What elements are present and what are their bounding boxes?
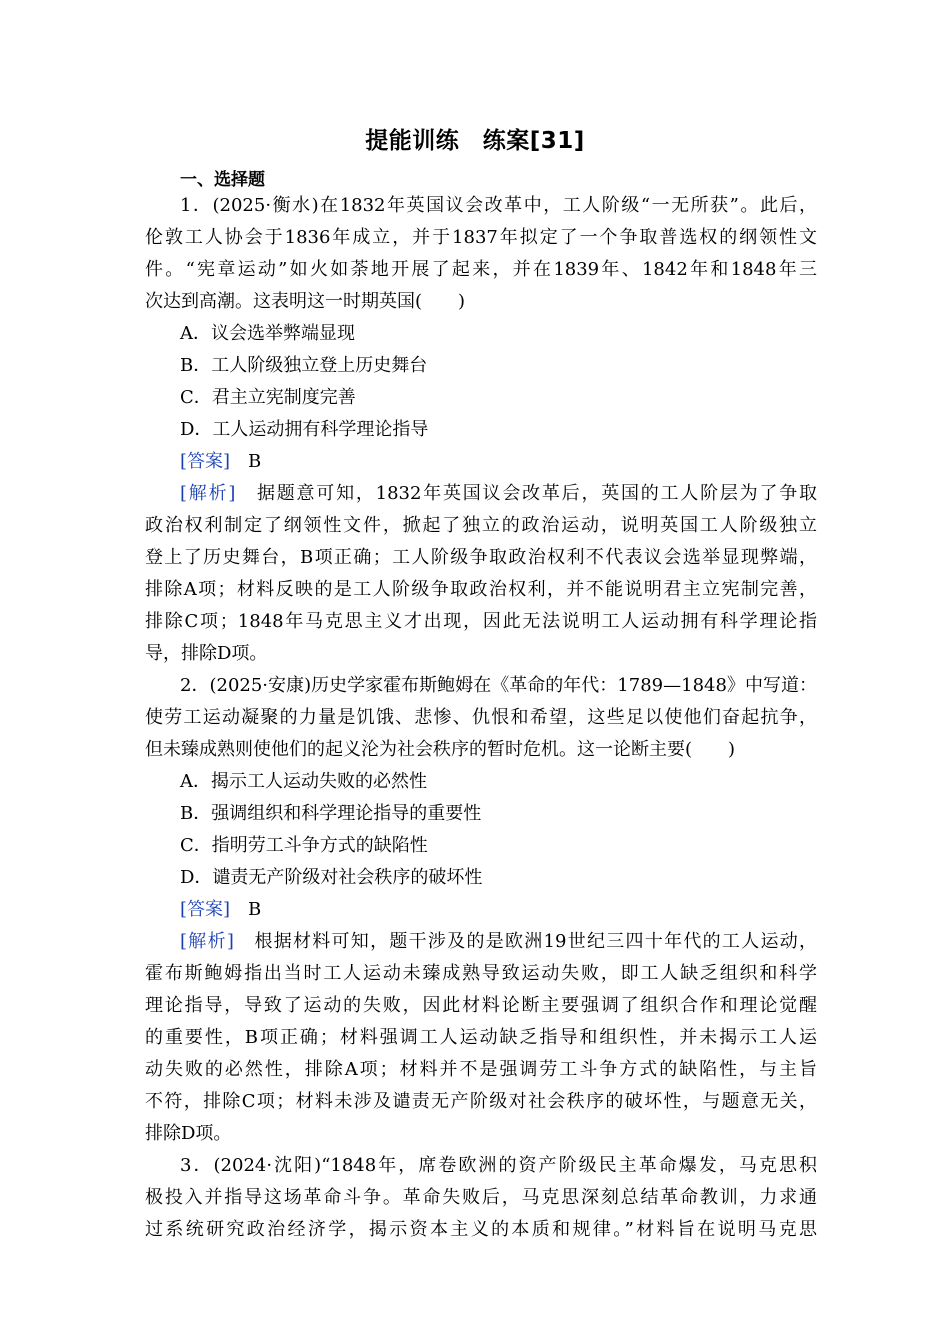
q2-analysis-line: 排除D项。	[145, 1123, 232, 1144]
q2-analysis-line	[180, 931, 817, 953]
q2-option-c: C．指明劳工斗争方式的缺陷性	[180, 835, 428, 856]
q1-stem-line: 伦敦工人协会于1836年成立，并于1837年拟定了一个争取普选权的纲领性文	[145, 227, 817, 248]
q2-stem-line: 2．(2025·安康)历史学家霍布斯鲍姆在《革命的年代：1789—1848》中写道：	[180, 675, 817, 696]
q2-stem-line: 使劳工运动凝聚的力量是饥饿、悲惨、仇恨和希望，这些足以使他们奋起抗争，	[145, 707, 817, 728]
q1-option-b: B．工人阶级独立登上历史舞台	[180, 355, 428, 376]
page-title: 提能训练 练案[31]	[365, 128, 585, 154]
section-heading: 一、选择题	[180, 170, 265, 190]
q2-analysis-line: 动失败的必然性，排除A项；材料并不是强调劳工斗争方式的缺陷性，与主旨	[145, 1059, 817, 1080]
q3-stem-line: 3．(2024·沈阳)“1848年，席卷欧洲的资产阶级民主革命爆发，马克思积	[180, 1155, 817, 1176]
q2-analysis-line: 的重要性，B项正确；材料强调工人运动缺乏指导和组织性，并未揭示工人运	[145, 1027, 817, 1048]
q1-analysis-line: 导，排除D项。	[145, 643, 268, 664]
q1-analysis-line: 排除A项；材料反映的是工人阶级争取政治权利，并不能说明君主立宪制完善，	[145, 579, 817, 600]
q3-stem-line: 极投入并指导这场革命斗争。革命失败后，马克思深刻总结革命教训，力求通	[145, 1187, 817, 1208]
q1-stem-line: 件。“宪章运动”如火如荼地开展了起来，并在1839年、1842年和1848年三	[145, 259, 817, 280]
analysis-tag: [解析]	[180, 931, 234, 952]
q3-stem-line: 过系统研究政治经济学，揭示资本主义的本质和规律。”材料旨在说明马克思	[145, 1219, 817, 1240]
q2-option-d: D．谴责无产阶级对社会秩序的破坏性	[180, 867, 483, 888]
q2-analysis-line: 霍布斯鲍姆指出当时工人运动未臻成熟导致运动失败，即工人缺乏组织和科学	[145, 963, 817, 984]
q2-option-a: A．揭示工人运动失败的必然性	[180, 771, 427, 792]
q1-analysis-line	[180, 483, 817, 505]
q2-option-b: B．强调组织和科学理论指导的重要性	[180, 803, 482, 824]
answer-value: B	[248, 899, 262, 920]
q1-answer	[180, 451, 261, 473]
analysis-tag: [解析]	[180, 483, 236, 504]
answer-tag: [答案]	[180, 451, 231, 472]
q2-answer	[180, 899, 261, 921]
q1-analysis-line: 排除C项；1848年马克思主义才出现，因此无法说明工人运动拥有科学理论指	[145, 611, 817, 632]
q1-option-a: A．议会选举弊端显现	[180, 323, 355, 344]
q1-option-c: C．君主立宪制度完善	[180, 387, 356, 408]
answer-value: B	[248, 451, 262, 472]
q2-analysis-line: 理论指导，导致了运动的失败，因此材料论断主要强调了组织合作和理论觉醒	[145, 995, 817, 1016]
q2-analysis-text: 根据材料可知，题干涉及的是欧洲19世纪三四十年代的工人运动，	[254, 931, 818, 952]
q2-analysis-line: 不符，排除C项；材料未涉及谴责无产阶级对社会秩序的破坏性，与题意无关，	[145, 1091, 817, 1112]
q1-analysis-line: 政治权利制定了纲领性文件，掀起了独立的政治运动，说明英国工人阶级独立	[145, 515, 817, 536]
answer-tag: [答案]	[180, 899, 231, 920]
q1-analysis-text: 据题意可知，1832年英国议会改革后，英国的工人阶层为了争取	[256, 483, 818, 504]
q1-option-d: D．工人运动拥有科学理论指导	[180, 419, 429, 440]
q2-stem-line: 但未臻成熟则使他们的起义沦为社会秩序的暂时危机。这一论断主要( )	[145, 739, 736, 760]
q1-analysis-line: 登上了历史舞台，B项正确；工人阶级争取政治权利不代表议会选举显现弊端，	[145, 547, 817, 568]
q1-stem-line: 1．(2025·衡水)在1832年英国议会改革中，工人阶级“一无所获”。此后，	[180, 195, 817, 216]
q1-stem-line: 次达到高潮。这表明这一时期英国( )	[145, 291, 466, 312]
